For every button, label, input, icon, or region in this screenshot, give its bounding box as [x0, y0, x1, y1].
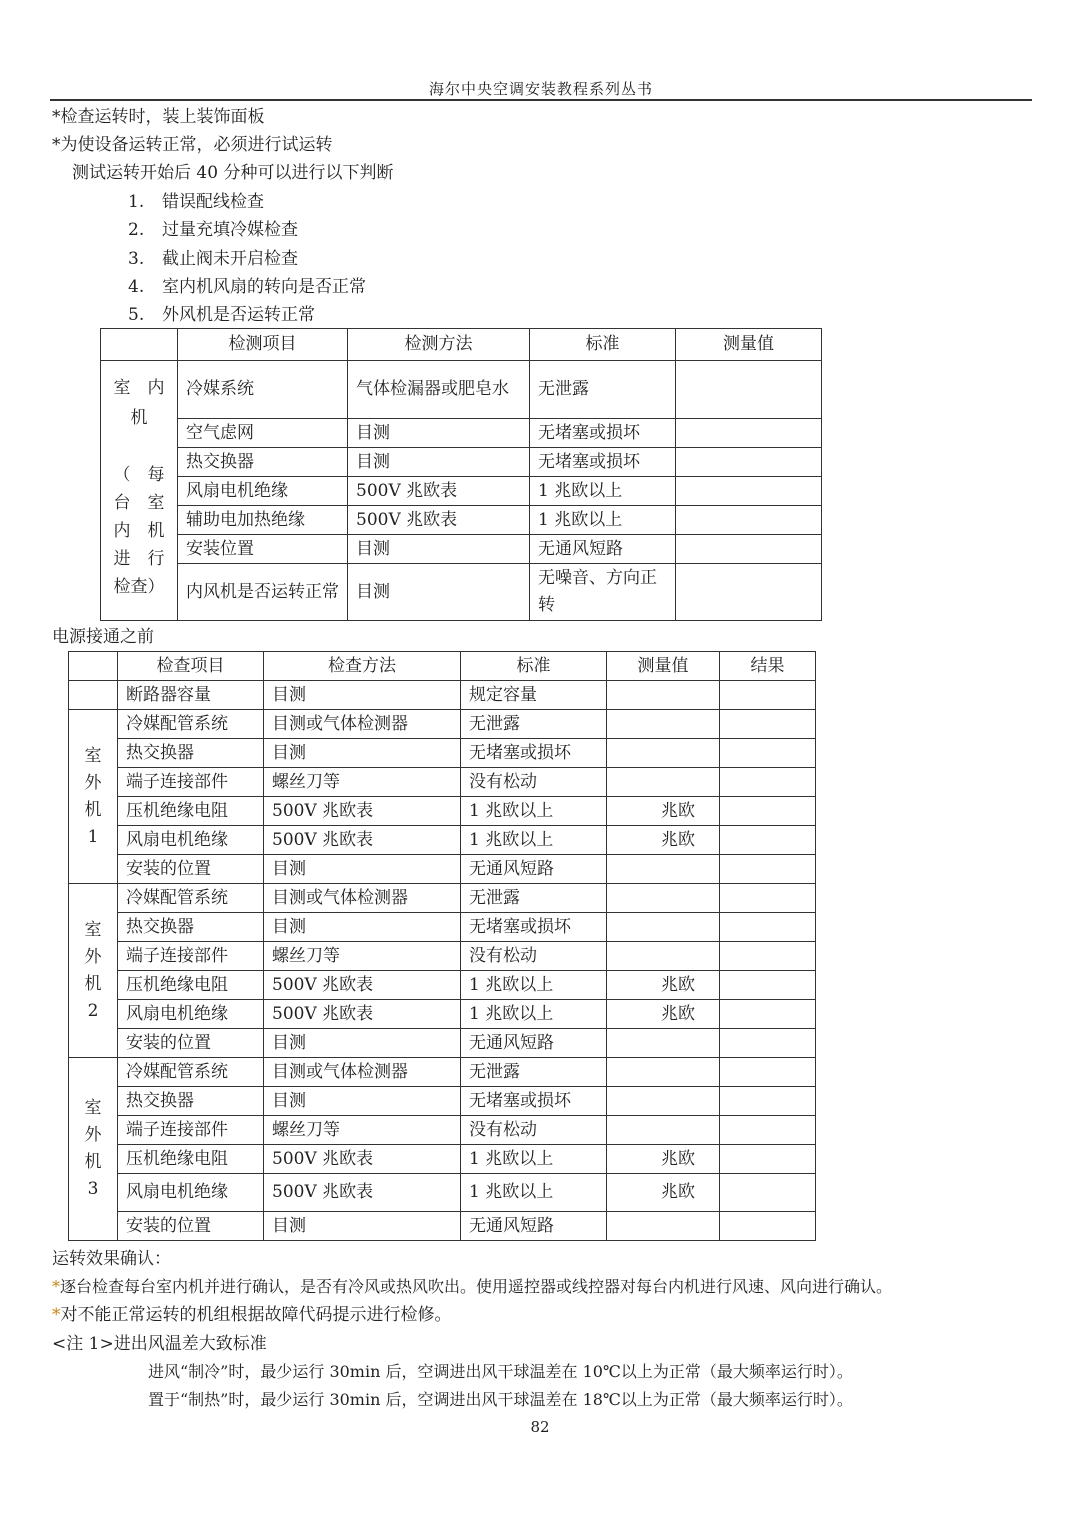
check-list-item: 4. 室内机风扇的转向是否正常 [128, 277, 366, 297]
result-cell [720, 739, 816, 768]
item-cell: 内风机是否运转正常 [178, 564, 348, 621]
value-unit: 兆欧 [661, 1003, 695, 1024]
bullet-star: * [52, 1305, 61, 1325]
item-cell: 热交换器 [178, 448, 348, 477]
confirm-line-1-text: 逐台检查每台室内机并进行确认，是否有冷风或热风吹出。使用遥控器或线控器对每台内机进行风速、风向进行确认。 [60, 1277, 893, 1296]
value-cell [676, 564, 822, 621]
value-cell [607, 1058, 720, 1087]
standard-cell: 1 兆欧以上 [461, 1145, 607, 1174]
table-row [69, 1212, 816, 1241]
table-row [69, 855, 816, 884]
header-cell: 检测方法 [348, 329, 530, 361]
value-unit: 兆欧 [661, 974, 695, 995]
table-row [101, 535, 822, 564]
value-unit: 兆欧 [661, 1182, 695, 1202]
item-cell: 风扇电机绝缘 [118, 826, 264, 855]
value-cell [607, 1212, 720, 1241]
method-cell: 目测 [264, 855, 461, 884]
result-cell [720, 884, 816, 913]
method-cell: 500V 兆欧表 [348, 477, 530, 506]
confirm-line-2-text: 对不能正常运转的机组根据故障代码提示进行检修。 [60, 1305, 452, 1325]
item-cell: 安装的位置 [118, 1212, 264, 1241]
row-blank [69, 681, 118, 710]
standard-cell: 1 兆欧以上 [461, 971, 607, 1000]
method-cell: 目测 [264, 913, 461, 942]
table-row [69, 942, 816, 971]
item-cell: 安装的位置 [118, 1029, 264, 1058]
table-row [69, 1087, 816, 1116]
table-row [69, 1145, 816, 1174]
item-cell: 风扇电机绝缘 [118, 1000, 264, 1029]
result-cell [720, 971, 816, 1000]
table-row [69, 971, 816, 1000]
indoor-check-table [100, 328, 822, 621]
check-list-item: 1. 错误配线检查 [128, 192, 264, 212]
item-cell: 空气虑网 [178, 419, 348, 448]
value-cell [676, 477, 822, 506]
item-cell: 压机绝缘电阻 [118, 971, 264, 1000]
result-cell [720, 855, 816, 884]
intro-line-3: 测试运转开始后 40 分种可以进行以下判断 [72, 163, 394, 183]
value-cell [607, 826, 720, 855]
method-cell: 目测或气体检测器 [264, 884, 461, 913]
item-cell: 辅助电加热绝缘 [178, 506, 348, 535]
method-cell: 500V 兆欧表 [264, 1174, 461, 1212]
method-cell: 500V 兆欧表 [264, 826, 461, 855]
item-cell: 热交换器 [118, 1087, 264, 1116]
value-cell [607, 797, 720, 826]
table-header-row [101, 329, 822, 361]
intro-line-1: *检查运转时，装上装饰面板 [52, 107, 265, 127]
item-cell: 热交换器 [118, 739, 264, 768]
item-cell: 断路器容量 [118, 681, 264, 710]
item-cell: 风扇电机绝缘 [118, 1174, 264, 1212]
check-list-item: 5. 外风机是否运转正常 [128, 305, 315, 325]
table-row [69, 1058, 816, 1087]
result-cell [720, 681, 816, 710]
table-row [69, 826, 816, 855]
value-cell [607, 1029, 720, 1058]
value-cell [676, 361, 822, 419]
value-cell [676, 535, 822, 564]
header-rule [50, 99, 1032, 101]
header-cell: 结果 [720, 652, 816, 681]
item-cell: 端子连接部件 [118, 768, 264, 797]
standard-cell: 无通风短路 [461, 855, 607, 884]
result-cell [720, 913, 816, 942]
result-cell [720, 710, 816, 739]
method-cell: 500V 兆欧表 [264, 1145, 461, 1174]
value-cell [607, 1145, 720, 1174]
method-cell: 目测或气体检测器 [264, 1058, 461, 1087]
value-cell [607, 710, 720, 739]
result-cell [720, 1174, 816, 1212]
method-cell: 500V 兆欧表 [264, 971, 461, 1000]
standard-cell: 无泄露 [530, 361, 676, 419]
result-cell [720, 942, 816, 971]
value-cell [676, 506, 822, 535]
method-cell: 500V 兆欧表 [264, 797, 461, 826]
page-header: 海尔中央空调安装教程系列丛书 [428, 80, 653, 98]
value-cell [607, 1174, 720, 1212]
method-cell: 目测或气体检测器 [264, 710, 461, 739]
item-cell: 压机绝缘电阻 [118, 1145, 264, 1174]
table-row [69, 681, 816, 710]
table-row [69, 884, 816, 913]
item-cell: 安装的位置 [118, 855, 264, 884]
standard-cell: 无通风短路 [461, 1029, 607, 1058]
table-header-row [69, 652, 816, 681]
method-cell: 气体检漏器或肥皂水 [348, 361, 530, 419]
method-cell: 目测 [348, 419, 530, 448]
table-row [101, 361, 822, 419]
result-cell [720, 768, 816, 797]
result-cell [720, 1212, 816, 1241]
outdoor-check-table [68, 651, 816, 1241]
value-cell [607, 913, 720, 942]
method-cell: 目测 [264, 1212, 461, 1241]
standard-cell: 无堵塞或损坏 [461, 913, 607, 942]
before-power-label: 电源接通之前 [52, 627, 154, 647]
table-row [101, 419, 822, 448]
standard-cell: 没有松动 [461, 1116, 607, 1145]
indoor-unit-label [101, 361, 178, 621]
table-row [101, 506, 822, 535]
header-cell: 标准 [530, 329, 676, 361]
item-cell: 冷媒配管系统 [118, 884, 264, 913]
standard-cell: 无噪音、方向正转 [530, 564, 676, 621]
header-cell: 检测项目 [178, 329, 348, 361]
value-unit: 兆欧 [661, 829, 695, 850]
method-cell: 螺丝刀等 [264, 942, 461, 971]
table-row [101, 448, 822, 477]
standard-cell: 无堵塞或损坏 [461, 1087, 607, 1116]
value-unit: 兆欧 [661, 800, 695, 821]
standard-cell: 无泄露 [461, 1058, 607, 1087]
table-row [69, 1174, 816, 1212]
header-cell: 检查项目 [118, 652, 264, 681]
outdoor-unit-1-label: 室 外 机 1 [69, 710, 118, 884]
note-title: <注 1>进出风温差大致标准 [52, 1334, 267, 1354]
method-cell: 目测 [348, 535, 530, 564]
method-cell: 目测 [264, 1087, 461, 1116]
item-cell: 压机绝缘电阻 [118, 797, 264, 826]
intro-line-2: *为使设备运转正常，必须进行试运转 [52, 135, 333, 155]
item-cell: 安装位置 [178, 535, 348, 564]
standard-cell: 1 兆欧以上 [461, 1174, 607, 1212]
header-cell: 检查方法 [264, 652, 461, 681]
value-cell [607, 768, 720, 797]
header-blank [101, 329, 178, 361]
result-cell [720, 1116, 816, 1145]
result-cell [720, 797, 816, 826]
value-cell [607, 739, 720, 768]
standard-cell: 无通风短路 [461, 1212, 607, 1241]
table-row [69, 797, 816, 826]
value-cell [607, 884, 720, 913]
table-row [69, 1000, 816, 1029]
outdoor-unit-2-label: 室 外 机 2 [69, 884, 118, 1058]
standard-cell: 1 兆欧以上 [530, 477, 676, 506]
value-cell [607, 1000, 720, 1029]
result-cell [720, 826, 816, 855]
method-cell: 目测 [264, 681, 461, 710]
method-cell: 目测 [348, 448, 530, 477]
value-cell [607, 1116, 720, 1145]
item-cell: 热交换器 [118, 913, 264, 942]
value-cell [607, 681, 720, 710]
result-cell [720, 1000, 816, 1029]
standard-cell: 没有松动 [461, 942, 607, 971]
item-cell: 端子连接部件 [118, 942, 264, 971]
value-cell [676, 419, 822, 448]
indoor-unit-label-top: 室 内 机 [113, 378, 165, 428]
item-cell: 冷媒配管系统 [118, 1058, 264, 1087]
table-row [101, 564, 822, 621]
table-row [69, 913, 816, 942]
value-cell [607, 1087, 720, 1116]
table-row [69, 768, 816, 797]
header-blank [69, 652, 118, 681]
header-cell: 标准 [461, 652, 607, 681]
standard-cell: 无堵塞或损坏 [530, 419, 676, 448]
confirm-line-2 [52, 1304, 452, 1326]
table-row [69, 1116, 816, 1145]
method-cell: 目测 [348, 564, 530, 621]
page-number: 82 [530, 1418, 550, 1436]
result-cell [720, 1058, 816, 1087]
indoor-unit-label-bottom: （ 每 台 室 内 机 进 行 检查） [113, 465, 165, 597]
result-cell [720, 1145, 816, 1174]
result-cell [720, 1087, 816, 1116]
standard-cell: 1 兆欧以上 [461, 1000, 607, 1029]
item-cell: 冷媒配管系统 [118, 710, 264, 739]
bullet-star: * [52, 1277, 60, 1296]
table-row [69, 710, 816, 739]
confirm-title: 运转效果确认： [52, 1249, 171, 1269]
confirm-line-1 [52, 1276, 892, 1298]
table-row [69, 739, 816, 768]
method-cell: 500V 兆欧表 [264, 1000, 461, 1029]
value-cell [607, 942, 720, 971]
table-row [101, 477, 822, 506]
standard-cell: 无泄露 [461, 884, 607, 913]
standard-cell: 无通风短路 [530, 535, 676, 564]
item-cell: 冷媒系统 [178, 361, 348, 419]
item-cell: 风扇电机绝缘 [178, 477, 348, 506]
standard-cell: 无泄露 [461, 710, 607, 739]
method-cell: 目测 [264, 739, 461, 768]
method-cell: 500V 兆欧表 [348, 506, 530, 535]
outdoor-unit-3-label: 室 外 机 3 [69, 1058, 118, 1241]
value-cell [676, 448, 822, 477]
method-cell: 螺丝刀等 [264, 768, 461, 797]
standard-cell: 没有松动 [461, 768, 607, 797]
method-cell: 目测 [264, 1029, 461, 1058]
note-line-1: 进风“制冷”时，最少运行 30min 后，空调进出风干球温差在 10℃以上为正常（最大频率运行时）。 [148, 1362, 853, 1381]
header-cell: 测量值 [676, 329, 822, 361]
check-list-item: 2. 过量充填冷媒检查 [128, 220, 298, 240]
check-list-item: 3. 截止阀未开启检查 [128, 249, 298, 269]
value-cell [607, 855, 720, 884]
value-unit: 兆欧 [661, 1148, 695, 1169]
header-cell: 测量值 [607, 652, 720, 681]
value-cell [607, 971, 720, 1000]
result-cell [720, 1029, 816, 1058]
item-cell: 端子连接部件 [118, 1116, 264, 1145]
table-row [69, 1029, 816, 1058]
standard-cell: 规定容量 [461, 681, 607, 710]
standard-cell: 无堵塞或损坏 [530, 448, 676, 477]
standard-cell: 无堵塞或损坏 [461, 739, 607, 768]
standard-cell: 1 兆欧以上 [530, 506, 676, 535]
note-line-2: 置于“制热”时，最少运行 30min 后，空调进出风干球温差在 18℃以上为正常（最大频率运行时）。 [148, 1390, 853, 1409]
method-cell: 螺丝刀等 [264, 1116, 461, 1145]
standard-cell: 1 兆欧以上 [461, 826, 607, 855]
standard-cell: 1 兆欧以上 [461, 797, 607, 826]
